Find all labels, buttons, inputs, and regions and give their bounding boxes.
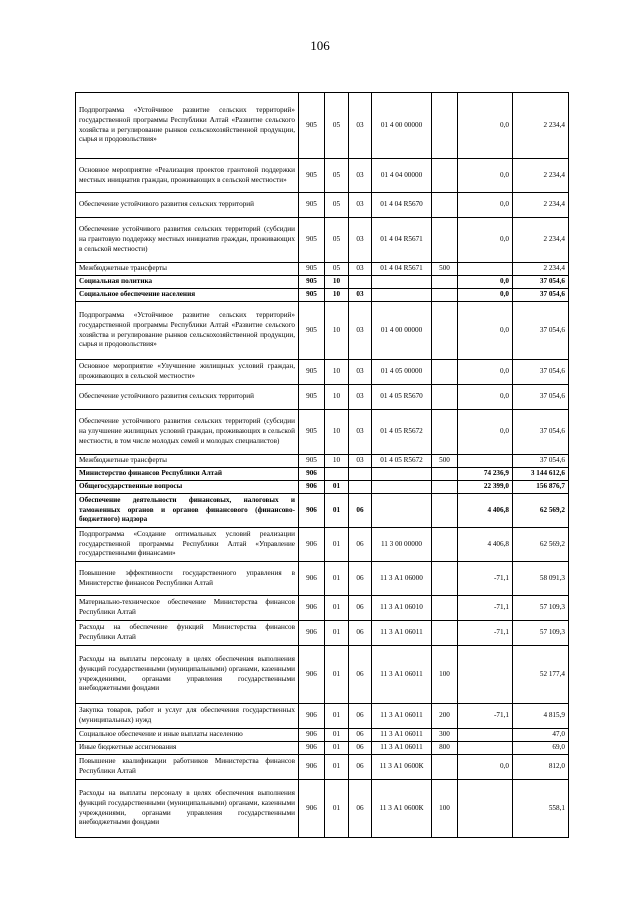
cell-section: 01	[325, 646, 349, 704]
cell-total-amount: 37 054,6	[513, 360, 569, 385]
cell-ministry-code: 906	[299, 780, 325, 838]
cell-total-amount: 2 234,4	[513, 218, 569, 263]
table-row	[76, 455, 569, 468]
cell-ministry-code: 906	[299, 481, 325, 494]
cell-subsection: 03	[349, 263, 372, 276]
cell-change-amount	[458, 780, 513, 838]
cell-total-amount: 156 876,7	[513, 481, 569, 494]
cell-target-article: 11 3 А1 06000	[372, 562, 432, 596]
table-row	[76, 562, 569, 596]
cell-target-article: 11 3 А1 06011	[372, 646, 432, 704]
cell-name: Обеспечение устойчивого развития сельских территорий (субсидии на грантовую поддержку местных инициатив граждан, проживающих в сельской местности)	[76, 218, 299, 263]
cell-change-amount	[458, 742, 513, 755]
cell-total-amount: 4 815,9	[513, 704, 569, 729]
cell-target-article: 11 3 А1 0600К	[372, 755, 432, 780]
cell-target-article: 11 3 А1 06011	[372, 742, 432, 755]
cell-target-article: 11 3 А1 06011	[372, 729, 432, 742]
cell-subsection	[349, 468, 372, 481]
budget-table	[75, 92, 569, 838]
cell-target-article: 11 3 А1 06010	[372, 596, 432, 621]
cell-subsection: 06	[349, 646, 372, 704]
cell-section: 10	[325, 360, 349, 385]
cell-name: Социальная политика	[76, 276, 299, 289]
cell-name: Основное мероприятие «Реализация проектов грантовой поддержки местных инициатив граждан, проживающих в сельской местности»	[76, 159, 299, 193]
table-row	[76, 410, 569, 455]
cell-expense-type: 500	[432, 455, 458, 468]
cell-change-amount: 0,0	[458, 159, 513, 193]
cell-expense-type	[432, 755, 458, 780]
cell-total-amount: 2 234,4	[513, 93, 569, 159]
table-row	[76, 704, 569, 729]
cell-expense-type	[432, 410, 458, 455]
cell-change-amount: -71,1	[458, 562, 513, 596]
table-row	[76, 494, 569, 528]
cell-section: 05	[325, 263, 349, 276]
cell-ministry-code: 906	[299, 621, 325, 646]
table-row	[76, 263, 569, 276]
table-row	[76, 780, 569, 838]
cell-total-amount: 62 569,2	[513, 528, 569, 562]
cell-section: 01	[325, 704, 349, 729]
cell-target-article	[372, 276, 432, 289]
table-row	[76, 596, 569, 621]
cell-expense-type	[432, 621, 458, 646]
cell-change-amount: 4 406,8	[458, 528, 513, 562]
cell-total-amount: 37 054,6	[513, 455, 569, 468]
table-row	[76, 481, 569, 494]
cell-ministry-code: 906	[299, 742, 325, 755]
cell-expense-type	[432, 596, 458, 621]
table-row	[76, 646, 569, 704]
cell-total-amount: 812,0	[513, 755, 569, 780]
cell-total-amount: 2 234,4	[513, 263, 569, 276]
cell-ministry-code: 905	[299, 455, 325, 468]
cell-total-amount: 37 054,6	[513, 385, 569, 410]
table-row	[76, 468, 569, 481]
cell-ministry-code: 906	[299, 646, 325, 704]
cell-change-amount: 0,0	[458, 193, 513, 218]
cell-subsection: 06	[349, 755, 372, 780]
table-row	[76, 218, 569, 263]
table-row	[76, 289, 569, 302]
cell-total-amount: 37 054,6	[513, 276, 569, 289]
cell-name: Подпрограмма «Устойчивое развитие сельских территорий» государственной программы Республики Алтай «Развитие сельского хозяйства и регулирование рынков сельскохозяйственной продукции, сырья и продовольствия»	[76, 93, 299, 159]
cell-name: Общегосударственные вопросы	[76, 481, 299, 494]
cell-subsection: 06	[349, 780, 372, 838]
cell-ministry-code: 905	[299, 193, 325, 218]
cell-change-amount	[458, 455, 513, 468]
cell-section: 01	[325, 780, 349, 838]
table-row	[76, 93, 569, 159]
cell-name: Расходы на выплаты персоналу в целях обеспечения выполнения функций государственными (муниципальными) органами, казенными учреждениями, органами управления государственными внебюджетными фондами	[76, 780, 299, 838]
cell-expense-type: 300	[432, 729, 458, 742]
cell-target-article: 01 4 04 R5671	[372, 218, 432, 263]
cell-subsection: 03	[349, 410, 372, 455]
cell-change-amount: 0,0	[458, 218, 513, 263]
cell-ministry-code: 905	[299, 218, 325, 263]
budget-table-body	[76, 93, 569, 838]
cell-total-amount: 47,0	[513, 729, 569, 742]
page-number: 106	[310, 38, 330, 53]
cell-change-amount: 4 406,8	[458, 494, 513, 528]
cell-name: Социальное обеспечение и иные выплаты населению	[76, 729, 299, 742]
cell-ministry-code: 905	[299, 360, 325, 385]
cell-subsection: 06	[349, 621, 372, 646]
cell-subsection: 06	[349, 596, 372, 621]
cell-target-article: 01 4 04 R5671	[372, 263, 432, 276]
cell-total-amount: 57 109,3	[513, 621, 569, 646]
cell-section: 01	[325, 621, 349, 646]
cell-subsection: 06	[349, 562, 372, 596]
cell-expense-type	[432, 218, 458, 263]
cell-name: Обеспечение устойчивого развития сельских территорий (субсидии на улучшение жилищных условий граждан, проживающих в сельской местности, в том числе молодых семей и молодых специалистов)	[76, 410, 299, 455]
cell-section: 01	[325, 729, 349, 742]
cell-ministry-code: 906	[299, 729, 325, 742]
cell-name: Материально-техническое обеспечение Министерства финансов Республики Алтай	[76, 596, 299, 621]
cell-ministry-code: 906	[299, 528, 325, 562]
cell-change-amount: 0,0	[458, 276, 513, 289]
cell-expense-type	[432, 93, 458, 159]
cell-change-amount: 0,0	[458, 755, 513, 780]
cell-ministry-code: 905	[299, 410, 325, 455]
cell-section: 10	[325, 410, 349, 455]
cell-section: 01	[325, 494, 349, 528]
cell-change-amount: 0,0	[458, 302, 513, 360]
cell-section: 10	[325, 276, 349, 289]
cell-change-amount: -71,1	[458, 596, 513, 621]
cell-target-article: 01 4 05 00000	[372, 360, 432, 385]
cell-subsection: 03	[349, 159, 372, 193]
cell-ministry-code: 905	[299, 276, 325, 289]
cell-name: Иные бюджетные ассигнования	[76, 742, 299, 755]
cell-change-amount: -71,1	[458, 704, 513, 729]
cell-subsection: 03	[349, 385, 372, 410]
cell-target-article	[372, 468, 432, 481]
cell-section: 10	[325, 289, 349, 302]
cell-expense-type: 200	[432, 704, 458, 729]
table-row	[76, 621, 569, 646]
cell-subsection: 06	[349, 494, 372, 528]
cell-section: 05	[325, 159, 349, 193]
cell-section: 01	[325, 742, 349, 755]
cell-total-amount: 69,0	[513, 742, 569, 755]
cell-subsection: 03	[349, 455, 372, 468]
cell-target-article: 01 4 00 00000	[372, 93, 432, 159]
cell-target-article	[372, 481, 432, 494]
cell-ministry-code: 905	[299, 385, 325, 410]
cell-change-amount: 0,0	[458, 385, 513, 410]
cell-target-article: 01 4 00 00000	[372, 302, 432, 360]
cell-total-amount: 57 109,3	[513, 596, 569, 621]
cell-section	[325, 468, 349, 481]
cell-change-amount: 0,0	[458, 410, 513, 455]
cell-name: Социальное обеспечение населения	[76, 289, 299, 302]
cell-change-amount	[458, 729, 513, 742]
cell-name: Обеспечение устойчивого развития сельских территорий	[76, 385, 299, 410]
cell-name: Расходы на обеспечение функций Министерства финансов Республики Алтай	[76, 621, 299, 646]
cell-expense-type	[432, 302, 458, 360]
cell-name: Обеспечение устойчивого развития сельских территорий	[76, 193, 299, 218]
table-row	[76, 193, 569, 218]
cell-target-article	[372, 494, 432, 528]
cell-section: 01	[325, 755, 349, 780]
cell-ministry-code: 906	[299, 562, 325, 596]
cell-total-amount: 2 234,4	[513, 159, 569, 193]
cell-ministry-code: 905	[299, 93, 325, 159]
cell-target-article: 01 4 05 R5670	[372, 385, 432, 410]
cell-change-amount	[458, 646, 513, 704]
cell-target-article: 11 3 А1 0600К	[372, 780, 432, 838]
cell-ministry-code: 906	[299, 755, 325, 780]
cell-section: 10	[325, 385, 349, 410]
cell-name: Подпрограмма «Устойчивое развитие сельских территорий» государственной программы Республики Алтай «Развитие сельского хозяйства и регулирование рынков сельскохозяйственной продукции, сырья и продовольствия»	[76, 302, 299, 360]
cell-name: Повышение эффективности государственного управления в Министерстве финансов Республики Алтай	[76, 562, 299, 596]
cell-expense-type	[432, 360, 458, 385]
cell-ministry-code: 905	[299, 159, 325, 193]
cell-section: 05	[325, 93, 349, 159]
cell-expense-type	[432, 289, 458, 302]
cell-expense-type	[432, 494, 458, 528]
cell-name: Расходы на выплаты персоналу в целях обеспечения выполнения функций государственными (муниципальными) органами, казенными учреждениями, органами управления государственными внебюджетными фондами	[76, 646, 299, 704]
cell-total-amount: 558,1	[513, 780, 569, 838]
cell-expense-type	[432, 562, 458, 596]
cell-change-amount: -71,1	[458, 621, 513, 646]
cell-total-amount: 37 054,6	[513, 410, 569, 455]
cell-total-amount: 62 569,2	[513, 494, 569, 528]
cell-target-article: 11 3 А1 06011	[372, 621, 432, 646]
cell-change-amount: 74 236,9	[458, 468, 513, 481]
cell-subsection: 03	[349, 289, 372, 302]
cell-expense-type	[432, 159, 458, 193]
cell-subsection: 06	[349, 528, 372, 562]
cell-change-amount: 0,0	[458, 93, 513, 159]
cell-subsection: 03	[349, 360, 372, 385]
table-row	[76, 159, 569, 193]
table-row	[76, 729, 569, 742]
cell-expense-type	[432, 481, 458, 494]
cell-ministry-code: 906	[299, 596, 325, 621]
cell-total-amount: 58 091,3	[513, 562, 569, 596]
cell-name: Основное мероприятие «Улучшение жилищных условий граждан, проживающих в сельской местности»	[76, 360, 299, 385]
table-row	[76, 528, 569, 562]
table-row	[76, 385, 569, 410]
table-row	[76, 742, 569, 755]
table-row	[76, 276, 569, 289]
cell-subsection: 06	[349, 729, 372, 742]
cell-target-article: 01 4 05 R5672	[372, 410, 432, 455]
cell-subsection: 06	[349, 742, 372, 755]
cell-name: Межбюджетные трансферты	[76, 263, 299, 276]
cell-target-article: 11 3 00 00000	[372, 528, 432, 562]
cell-section: 01	[325, 481, 349, 494]
cell-change-amount: 22 399,0	[458, 481, 513, 494]
cell-subsection: 06	[349, 704, 372, 729]
cell-ministry-code: 905	[299, 263, 325, 276]
cell-target-article	[372, 289, 432, 302]
cell-expense-type	[432, 468, 458, 481]
cell-target-article: 01 4 04 R5670	[372, 193, 432, 218]
cell-section: 01	[325, 596, 349, 621]
cell-total-amount: 52 177,4	[513, 646, 569, 704]
cell-ministry-code: 906	[299, 704, 325, 729]
cell-name: Повышение квалификации работников Министерства финансов Республики Алтай	[76, 755, 299, 780]
cell-expense-type: 100	[432, 646, 458, 704]
cell-change-amount	[458, 263, 513, 276]
cell-section: 10	[325, 455, 349, 468]
cell-ministry-code: 905	[299, 302, 325, 360]
cell-name: Межбюджетные трансферты	[76, 455, 299, 468]
cell-ministry-code: 905	[299, 289, 325, 302]
table-row	[76, 360, 569, 385]
cell-expense-type: 100	[432, 780, 458, 838]
cell-name: Министерство финансов Республики Алтай	[76, 468, 299, 481]
cell-total-amount: 37 054,6	[513, 302, 569, 360]
cell-expense-type	[432, 528, 458, 562]
cell-target-article: 11 3 А1 06011	[372, 704, 432, 729]
cell-section: 01	[325, 528, 349, 562]
cell-subsection: 03	[349, 302, 372, 360]
cell-total-amount: 3 144 612,6	[513, 468, 569, 481]
cell-section: 05	[325, 193, 349, 218]
cell-expense-type	[432, 193, 458, 218]
cell-ministry-code: 906	[299, 494, 325, 528]
cell-target-article: 01 4 05 R5672	[372, 455, 432, 468]
cell-subsection: 03	[349, 218, 372, 263]
cell-total-amount: 2 234,4	[513, 193, 569, 218]
cell-subsection	[349, 481, 372, 494]
cell-expense-type	[432, 276, 458, 289]
cell-target-article: 01 4 04 00000	[372, 159, 432, 193]
cell-ministry-code: 906	[299, 468, 325, 481]
table-row	[76, 302, 569, 360]
cell-expense-type	[432, 385, 458, 410]
cell-section: 05	[325, 218, 349, 263]
cell-name: Закупка товаров, работ и услуг для обеспечения государственных (муниципальных) нужд	[76, 704, 299, 729]
cell-expense-type: 800	[432, 742, 458, 755]
cell-change-amount: 0,0	[458, 289, 513, 302]
cell-total-amount: 37 054,6	[513, 289, 569, 302]
cell-subsection	[349, 276, 372, 289]
cell-name: Подпрограмма «Создание оптимальных условий реализации государственной программы Республики Алтай «Управление государственными финансами»	[76, 528, 299, 562]
cell-section: 10	[325, 302, 349, 360]
cell-subsection: 03	[349, 193, 372, 218]
cell-change-amount: 0,0	[458, 360, 513, 385]
cell-subsection: 03	[349, 93, 372, 159]
table-row	[76, 755, 569, 780]
cell-name: Обеспечение деятельности финансовых, налоговых и таможенных органов и органов финансового (финансово-бюджетного) надзора	[76, 494, 299, 528]
cell-expense-type: 500	[432, 263, 458, 276]
cell-section: 01	[325, 562, 349, 596]
